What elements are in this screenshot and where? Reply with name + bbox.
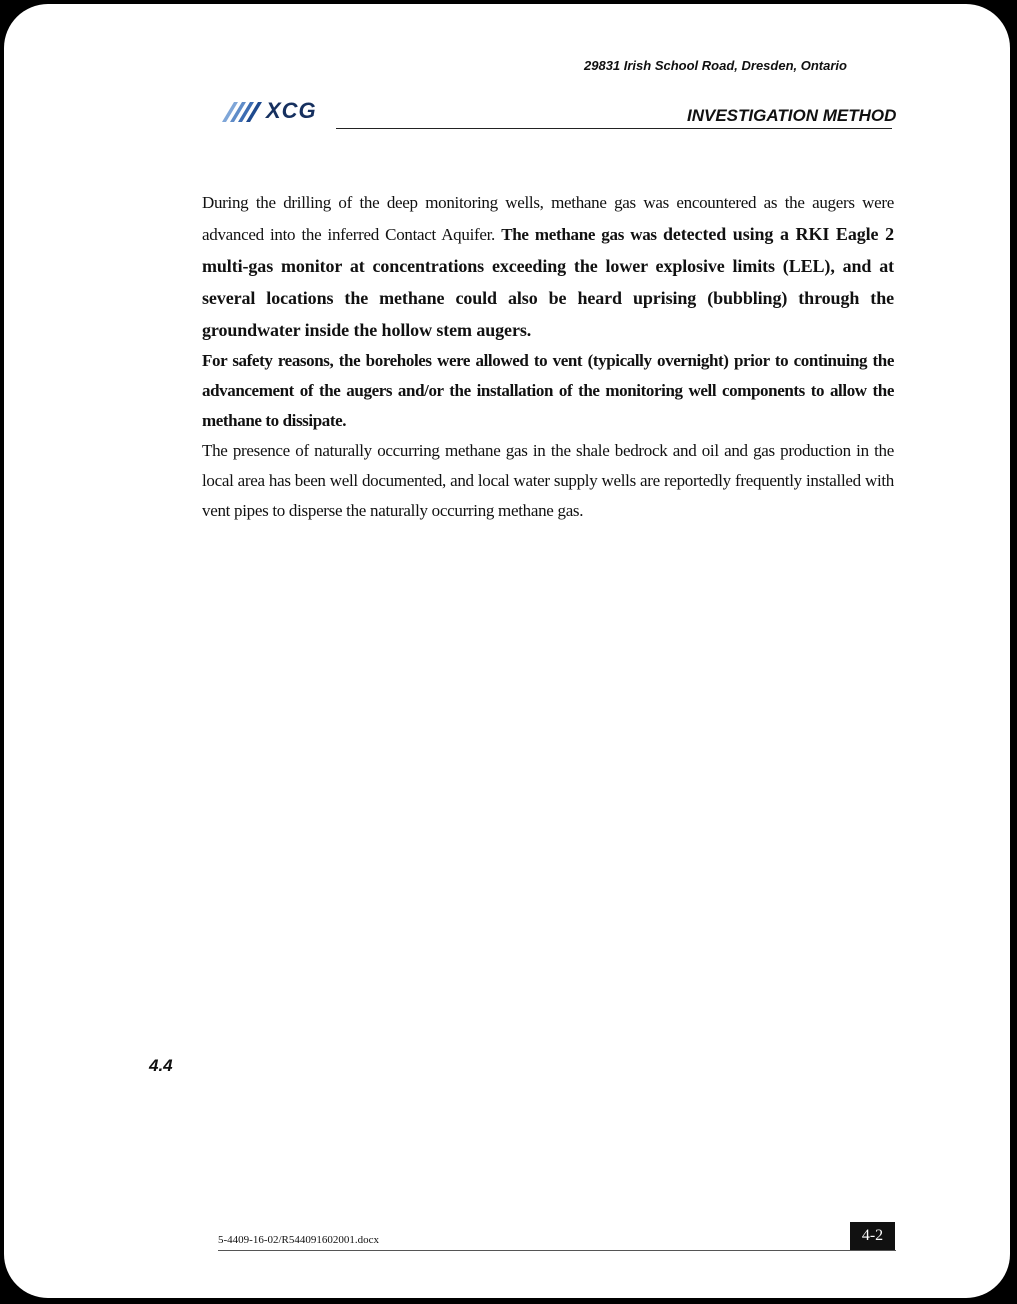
- header-divider: [336, 128, 892, 129]
- document-page: [4, 4, 1010, 1298]
- paragraph-1-bold-b: detected using a RKI Eagle 2 multi-gas monitor at concentrations exceeding the lower explosive limits (LEL), and at several locations the methane could also be heard uprising (bubbling) through the groundwater inside the hollow stem augers.: [202, 224, 894, 340]
- logo-stripes-icon: [220, 98, 266, 124]
- page-number: 4-2: [850, 1222, 895, 1250]
- paragraph-safety-venting: For safety reasons, the boreholes were allowed to vent (typically overnight) prior to continuing the advancement of the augers and/or the installation of the monitoring well components to allow the methane to dissipate.: [202, 351, 894, 430]
- paragraph-1-bold-a: The methane gas was: [501, 225, 657, 244]
- logo-text: XCG: [266, 98, 317, 123]
- section-title: INVESTIGATION METHOD: [687, 106, 897, 125]
- subsection-number: 4.4: [149, 1056, 173, 1075]
- paragraph-methane-detection: [202, 188, 894, 346]
- paragraph-natural-methane: The presence of naturally occurring methane gas in the shale bedrock and oil and gas production in the local area has been well documented, and local water supply wells are reportedly frequently installed with vent pipes to disperse the naturally occurring methane gas.: [202, 441, 894, 520]
- footer-document-id: 5-4409-16-02/R544091602001.docx: [218, 1234, 380, 1246]
- body-text: [202, 188, 894, 526]
- paragraph-1-regular: During the drilling of the deep monitoring wells, methane gas was encountered as the augers were advanced into the inferred Contact Aquifer.: [202, 193, 894, 244]
- header-address: 29831 Irish School Road, Dresden, Ontario: [584, 58, 847, 73]
- xcg-logo: [220, 98, 332, 126]
- footer-divider: [218, 1250, 896, 1251]
